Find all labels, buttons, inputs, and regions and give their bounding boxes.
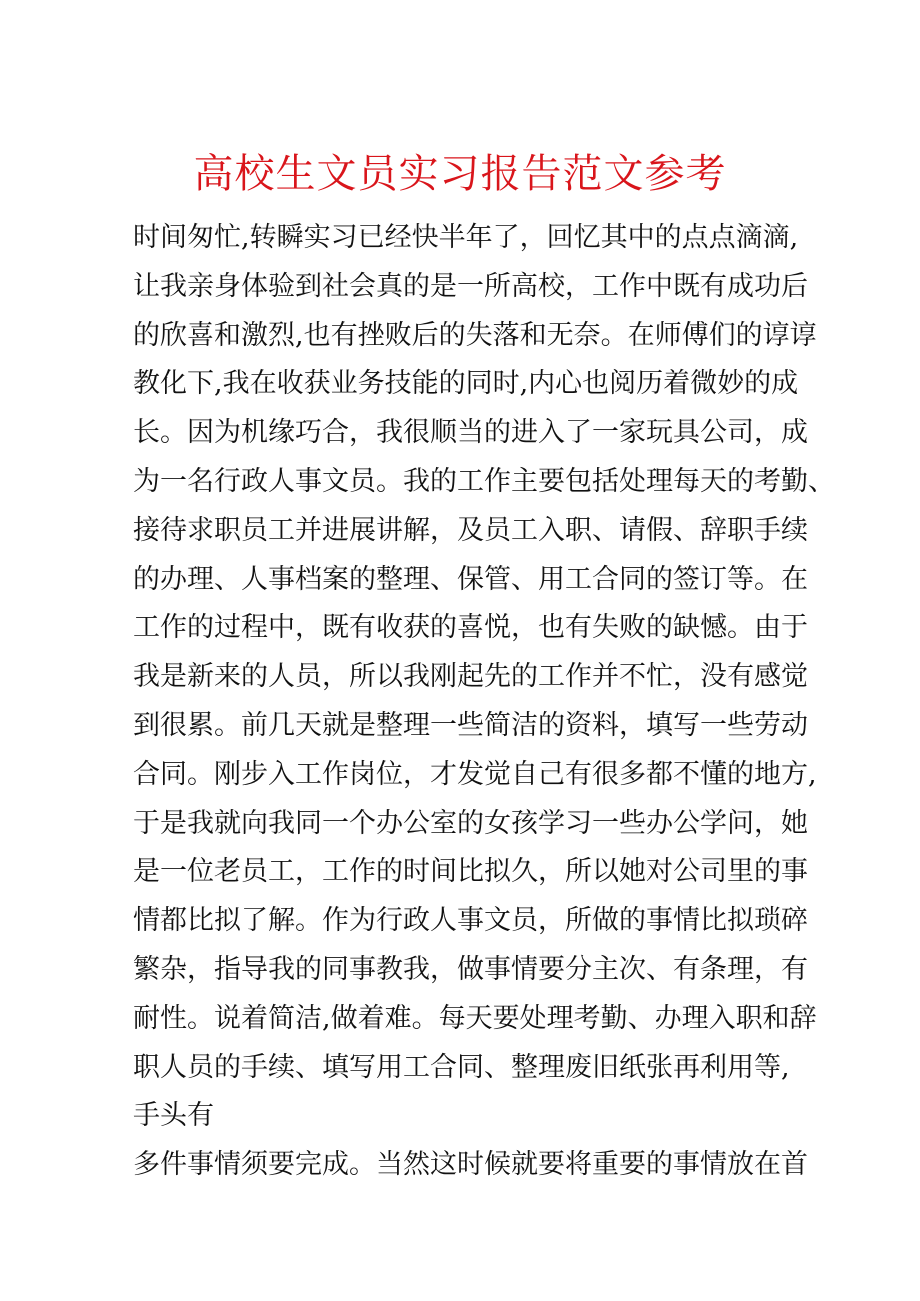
body-line: 的办理、人事档案的整理、保管、用工合同的签订等。在 [133, 563, 808, 595]
body-line: 到很累。前几天就是整理一些简洁的资料，填写一些劳动 [133, 709, 808, 741]
body-line: 是一位老员工，工作的时间比拟久，所以她对公司里的事 [133, 856, 808, 888]
document-body [133, 214, 833, 1190]
body-line: 于是我就向我同一个办公室的女孩学习一些办公学问，她 [133, 807, 808, 839]
body-line: 时间匆忙,转瞬实习已经快半年了，回忆其中的点点滴滴, [133, 222, 799, 253]
body-line: 接待求职员工并进展讲解，及员工入职、请假、辞职手续 [133, 514, 808, 546]
body-line: 情都比拟了解。作为行政人事文员，所做的事情比拟琐碎 [133, 905, 808, 937]
body-line: 多件事情须要完成。当然这时候就要将重要的事情放在首 [133, 1149, 808, 1181]
body-line: 我是新来的人员，所以我刚起先的工作并不忙，没有感觉 [133, 661, 808, 693]
body-line: 繁杂，指导我的同事教我，做事情要分主次、有条理，有 [133, 953, 808, 985]
body-line: 耐性。说着简洁,做着难。每天要处理考勤、办理入职和辞 [133, 1002, 817, 1034]
body-line: 的欣喜和激烈,也有挫败后的失落和无奈。在师傅们的谆谆 [133, 319, 817, 351]
body-line: 长。因为机缘巧合，我很顺当的进入了一家玩具公司，成 [133, 417, 808, 449]
body-line: 为一名行政人事文员。我的工作主要包括处理每天的考勤、 [133, 465, 835, 497]
body-line: 教化下,我在收获业务技能的同时,内心也阅历着微妙的成 [133, 368, 799, 400]
body-line: 职人员的手续、填写用工合同、整理废旧纸张再利用等, [133, 1051, 790, 1083]
body-line: 工作的过程中，既有收获的喜悦，也有失败的缺憾。由于 [133, 612, 808, 644]
body-line: 手头有 [133, 1100, 214, 1132]
body-line: 合同。刚步入工作岗位，才发觉自己有很多都不懂的地方, [133, 758, 817, 790]
document-title: 高校生文员实习报告范文参考 [193, 151, 727, 197]
body-line: 让我亲身体验到社会真的是一所高校，工作中既有成功后 [133, 270, 808, 302]
